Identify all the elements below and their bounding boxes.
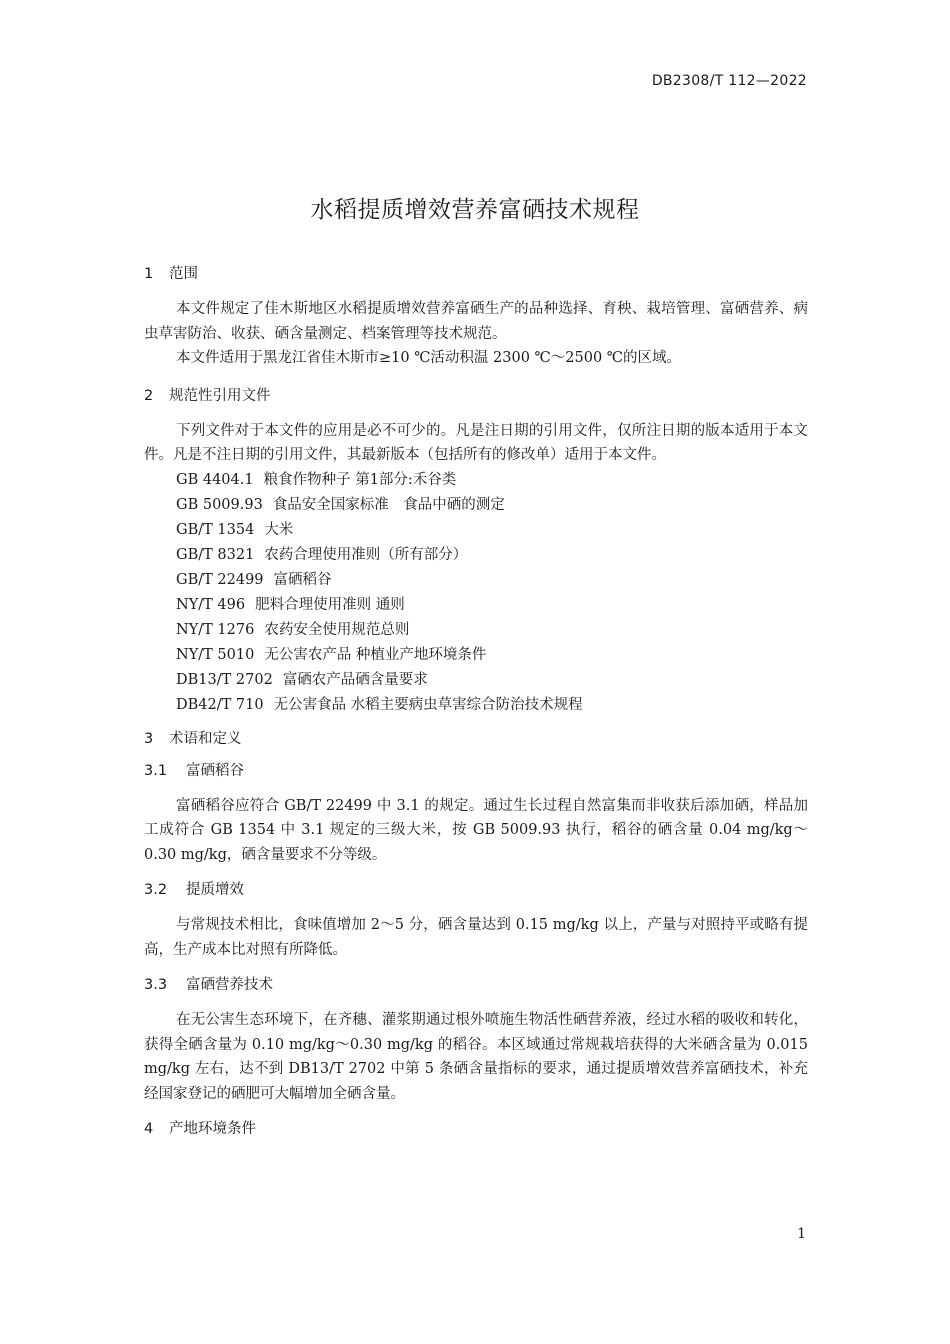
section-title: 产地环境条件 <box>169 1121 256 1137</box>
reference-code: GB/T 22499 <box>176 571 264 588</box>
reference-code: GB 4404.1 <box>176 471 254 488</box>
reference-item <box>144 493 808 518</box>
document-title: 水稻提质增效营养富硒技术规程 <box>310 197 640 224</box>
section-number: 4 <box>144 1121 154 1137</box>
subsection-3-1-text: 富硒稻谷应符合 GB/T 22499 中 3.1 的规定。通过生长过程自然富集而非收获后添加硒，样品加工成符合 GB 1354 中 3.1 规定的三级大米，按 GB 5009.93 执行，稻谷的硒含量 0.04 mg/kg～0.30 mg/kg，硒含量要求不分等级。 <box>144 797 808 863</box>
section-2-intro: 下列文件对于本文件的应用是必不可少的。凡是注日期的引用文件，仅所注日期的版本适用于本文件。凡是不注日期的引用文件，其最新版本（包括所有的修改单）适用于本文件。 <box>144 422 808 463</box>
subsection-3-2-text: 与常规技术相比，食味值增加 2～5 分，硒含量达到 0.15 mg/kg 以上，产量与对照持平或略有提高，生产成本比对照有所降低。 <box>144 917 808 958</box>
section-title: 术语和定义 <box>169 730 242 747</box>
reference-item <box>144 693 808 718</box>
reference-name: 无公害食品 水稻主要病虫草害综合防治技术规程 <box>273 696 583 713</box>
reference-item <box>144 643 808 668</box>
reference-name: 肥料合理使用准则 通则 <box>255 596 405 613</box>
reference-code: NY/T 1276 <box>176 621 255 638</box>
subsection-number: 3.2 <box>144 882 168 898</box>
page-number: 1 <box>797 1226 806 1242</box>
document-code: DB2308/T 112—2022 <box>651 73 807 89</box>
subsection-3-2-heading <box>144 879 808 901</box>
reference-item <box>144 593 808 618</box>
reference-code: GB 5009.93 <box>176 496 263 513</box>
reference-name: 大米 <box>264 521 294 538</box>
subsection-title: 富硒营养技术 <box>186 977 273 993</box>
reference-name: 富硒稻谷 <box>273 571 332 588</box>
section-number: 1 <box>144 266 154 282</box>
reference-item <box>144 568 808 593</box>
reference-name: 粮食作物种子 第1部分:禾谷类 <box>263 471 457 488</box>
section-number: 3 <box>144 730 154 747</box>
reference-item <box>144 668 808 693</box>
reference-item <box>144 518 808 543</box>
section-2-heading <box>144 385 808 407</box>
reference-name: 富硒农产品硒含量要求 <box>282 671 428 688</box>
reference-code: GB/T 8321 <box>176 546 255 563</box>
subsection-3-3-heading <box>144 974 808 996</box>
document-body <box>144 263 808 1140</box>
section-1-paragraph: 本文件适用于黑龙江省佳木斯市≥10 ℃活动积温 2300 ℃～2500 ℃的区域。 <box>176 350 681 366</box>
subsection-title: 提质增效 <box>186 882 244 898</box>
subsection-3-1-heading <box>144 760 808 782</box>
subsection-number: 3.1 <box>144 762 168 779</box>
section-title: 范围 <box>169 266 198 282</box>
reference-name: 无公害农产品 种植业产地环境条件 <box>264 646 487 663</box>
reference-code: DB42/T 710 <box>176 696 264 713</box>
section-1-heading <box>144 263 808 285</box>
reference-code: NY/T 496 <box>176 596 246 613</box>
section-3-heading <box>144 728 808 750</box>
subsection-title: 富硒稻谷 <box>186 762 244 779</box>
section-title: 规范性引用文件 <box>169 387 271 404</box>
section-1-paragraph: 本文件规定了佳木斯地区水稻提质增效营养富硒生产的品种选择、育秧、栽培管理、富硒营养、病虫草害防治、收获、硒含量测定、档案管理等技术规范。 <box>144 301 808 342</box>
reference-name: 农药安全使用规范总则 <box>264 621 410 638</box>
reference-name: 食品安全国家标准 食品中硒的测定 <box>272 496 505 513</box>
reference-item <box>144 468 808 493</box>
normative-references-list <box>144 468 808 718</box>
reference-item <box>144 618 808 643</box>
subsection-number: 3.3 <box>144 977 168 993</box>
reference-code: GB/T 1354 <box>176 521 255 538</box>
reference-code: NY/T 5010 <box>176 646 255 663</box>
section-4-heading <box>144 1118 808 1140</box>
reference-code: DB13/T 2702 <box>176 671 273 688</box>
reference-item <box>144 543 808 568</box>
subsection-3-3-text: 在无公害生态环境下，在齐穗、灌浆期通过根外喷施生物活性硒营养液，经过水稻的吸收和转化，获得全硒含量为 0.10 mg/kg～0.30 mg/kg 的稻谷。本区域通过常规栽培获得的大米硒含量为 0.015 mg/kg 左右，达不到 DB13/T 2702 中第 5 条硒含量指标的要求，通过提质增效营养富硒技术，补充经国家登记的硒肥可大幅增加全硒含量。 <box>144 1012 808 1102</box>
reference-name: 农药合理使用准则（所有部分） <box>264 546 468 563</box>
section-number: 2 <box>144 387 154 404</box>
